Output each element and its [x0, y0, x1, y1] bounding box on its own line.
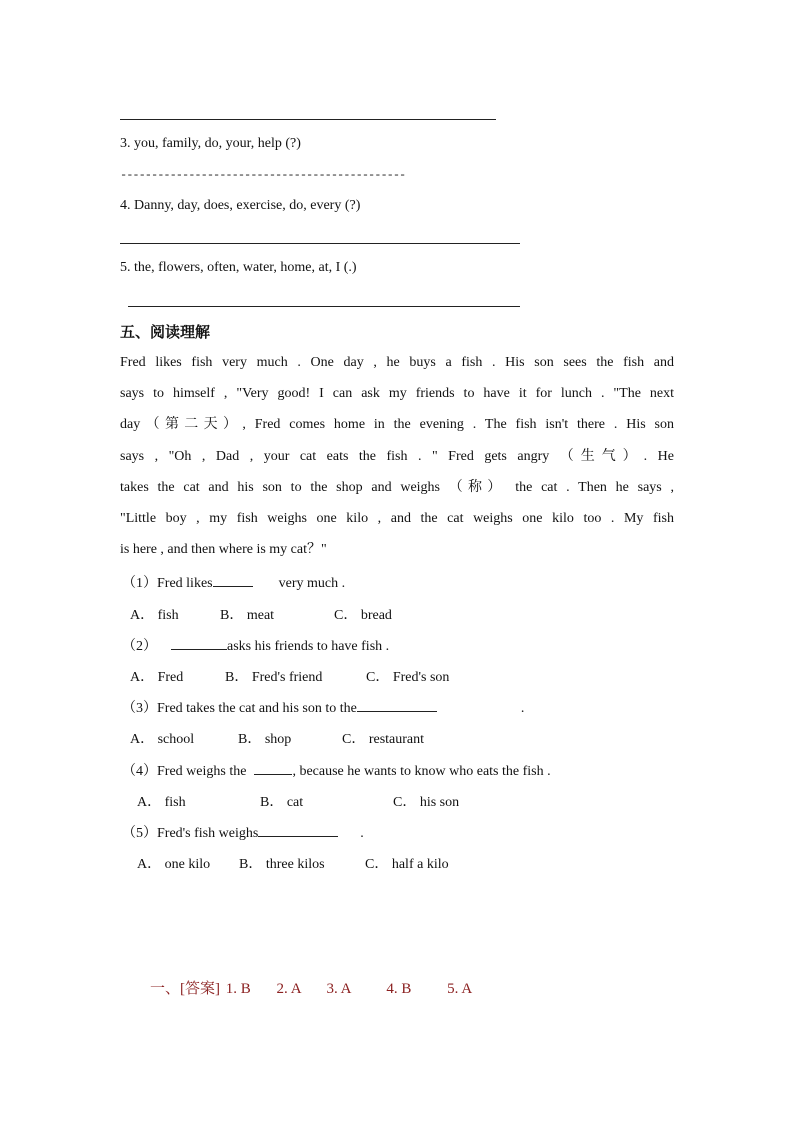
section-heading-reading: 五、阅读理解 [120, 325, 211, 341]
answer-item: 4. B [386, 981, 412, 997]
reading-question-1 [122, 572, 345, 592]
reading-question-3 [122, 697, 524, 717]
option-2a[interactable]: A． Fred [130, 670, 184, 685]
answer-line-3: ---------------------------------------------- [120, 168, 406, 182]
option-4c[interactable]: C． his son [393, 795, 460, 810]
question-4-3: 3. you, family, do, your, help (?) [120, 136, 301, 151]
question-stem-end: . [520, 701, 525, 716]
answer-line-2 [120, 119, 496, 120]
question-stem: （2） [122, 639, 157, 654]
question-stem-end: . [360, 826, 364, 841]
option-1b[interactable]: B． meat [220, 608, 275, 623]
answer-blank[interactable] [357, 699, 437, 712]
answer-blank[interactable] [254, 762, 292, 775]
question-stem-end: asks his friends to have fish . [227, 639, 390, 654]
reading-question-5 [122, 822, 364, 842]
answer-key-label: 一、[答案] [150, 981, 220, 997]
question-4-4: 4. Danny, day, does, exercise, do, every (?) [120, 198, 361, 213]
answer-item: 3. A [326, 981, 351, 997]
question-stem: （1）Fred likes [122, 576, 213, 591]
question-stem-end: very much . [278, 576, 346, 591]
option-5c[interactable]: C． half a kilo [365, 857, 449, 872]
option-3b[interactable]: B． shop [238, 732, 292, 747]
option-4a[interactable]: A． fish [137, 795, 186, 810]
answer-blank[interactable] [213, 574, 253, 587]
passage-line: takes the cat and his son to the shop and weighs （称） the cat . Then he says , [120, 479, 674, 495]
question-4-5: 5. the, flowers, often, water, home, at, I (.) [120, 260, 357, 275]
passage-line: Fred likes fish very much . One day , he buys a fish . His son sees the fish and [120, 355, 674, 370]
option-4b[interactable]: B． cat [260, 795, 304, 810]
answer-item: 2. A [276, 981, 301, 997]
answer-blank[interactable] [258, 824, 338, 837]
passage-line: is here , and then where is my cat？" [120, 542, 327, 558]
answer-item: 5. A [447, 981, 473, 997]
option-5b[interactable]: B． three kilos [239, 857, 325, 872]
reading-question-2 [122, 635, 389, 655]
question-stem: （5）Fred's fish weighs [122, 826, 259, 841]
option-1c[interactable]: C． bread [334, 608, 392, 623]
answer-line-5 [128, 306, 520, 307]
option-1a[interactable]: A． fish [130, 608, 179, 623]
answer-blank[interactable] [171, 637, 227, 650]
passage-line: "Little boy , my fish weighs one kilo , and the cat weighs one kilo too . My fish [120, 511, 674, 527]
answer-item: 1. B [225, 981, 251, 997]
reading-question-4 [122, 760, 551, 780]
passage-line: says , "Oh , Dad , your cat eats the fish . " Fred gets angry （生气）. He [120, 448, 674, 464]
question-stem: （4）Fred weighs the [122, 764, 247, 779]
option-2c[interactable]: C． Fred's son [366, 670, 450, 685]
passage-line: day（第二天）, Fred comes home in the evening . The fish isn't there . His son [120, 417, 674, 433]
option-2b[interactable]: B． Fred's friend [225, 670, 323, 685]
passage-line: says to himself , "Very good! I can ask my friends to have it for lunch . "The next [120, 386, 674, 402]
reading-passage [120, 347, 674, 565]
question-stem: （3）Fred takes the cat and his son to the [122, 701, 357, 716]
option-3a[interactable]: A． school [130, 732, 195, 747]
answer-line-4 [120, 243, 520, 244]
option-5a[interactable]: A． one kilo [137, 857, 211, 872]
question-stem-end: , because he wants to know who eats the fish . [292, 764, 551, 779]
option-3c[interactable]: C． restaurant [342, 732, 425, 747]
answer-key [150, 977, 472, 998]
